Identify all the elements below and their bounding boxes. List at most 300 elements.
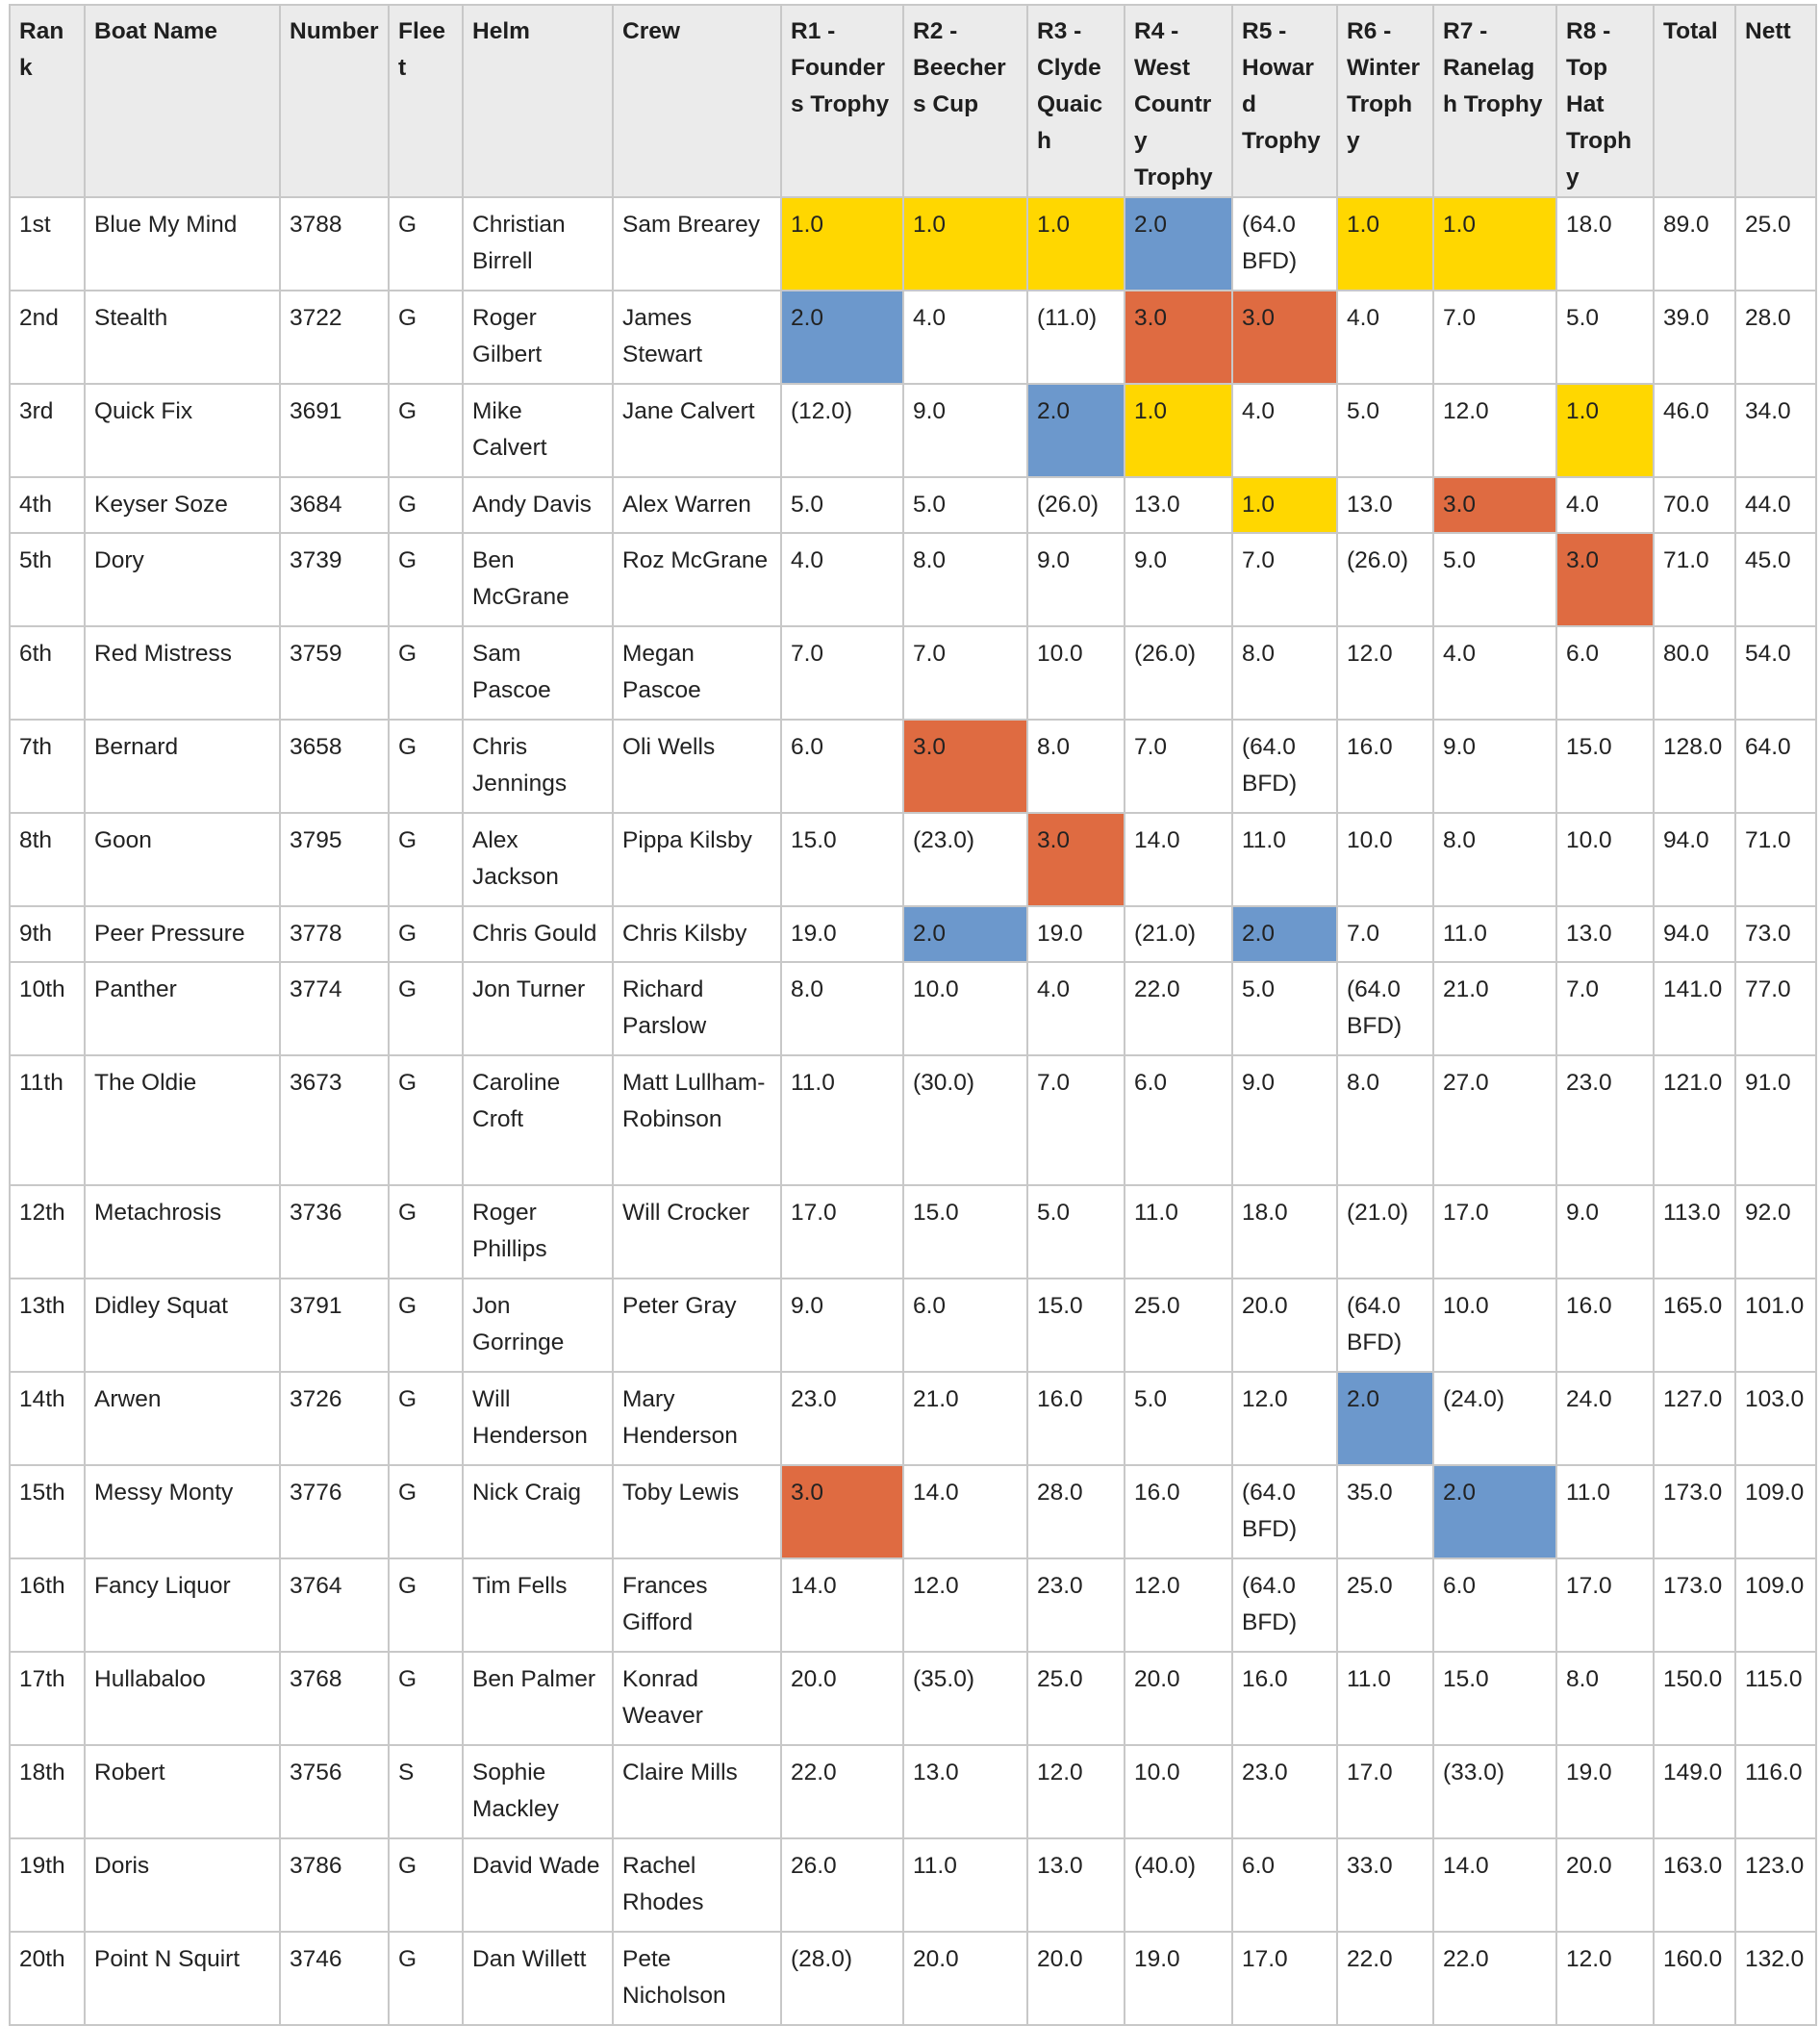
cell-r4-score: 1.0 [1125,384,1232,477]
cell-crew: Mary Henderson [613,1372,781,1465]
col-header-r6[interactable]: R6 - Winter Trophy [1337,5,1433,197]
cell-nett: 123.0 [1735,1838,1816,1932]
cell-r5-score: 7.0 [1232,533,1337,626]
cell-r2-score: 6.0 [903,1279,1027,1372]
cell-boat-name: Blue My Mind [85,197,280,291]
cell-r8-score: 9.0 [1556,1185,1654,1279]
cell-r1-score: 26.0 [781,1838,903,1932]
cell-rank: 6th [10,626,85,720]
cell-r3-score: 25.0 [1027,1652,1125,1745]
cell-r5-score: 5.0 [1232,962,1337,1055]
col-header-r4[interactable]: R4 - West Country Trophy [1125,5,1232,197]
cell-r8-score: 24.0 [1556,1372,1654,1465]
table-row [10,1465,1816,1558]
cell-r6-score: 13.0 [1337,477,1433,533]
cell-r2-score: 8.0 [903,533,1027,626]
cell-r3-score: 3.0 [1027,813,1125,906]
cell-total: 150.0 [1654,1652,1735,1745]
cell-r6-score: 25.0 [1337,1558,1433,1652]
cell-r4-score: 19.0 [1125,1932,1232,2025]
cell-r7-score: 12.0 [1433,384,1556,477]
cell-r5-score: 8.0 [1232,626,1337,720]
cell-r1-score: 6.0 [781,720,903,813]
cell-boat-name: Stealth [85,291,280,384]
cell-r8-score: 7.0 [1556,962,1654,1055]
cell-crew: Rachel Rhodes [613,1838,781,1932]
cell-r1-score: 15.0 [781,813,903,906]
cell-number: 3768 [280,1652,389,1745]
cell-rank: 4th [10,477,85,533]
cell-r5-score: 18.0 [1232,1185,1337,1279]
cell-r1-score: (28.0) [781,1932,903,2025]
cell-r6-score: 35.0 [1337,1465,1433,1558]
cell-fleet: G [389,813,463,906]
cell-r6-score: (64.0 BFD) [1337,1279,1433,1372]
cell-r1-score: 20.0 [781,1652,903,1745]
cell-crew: Pete Nicholson [613,1932,781,2025]
cell-nett: 28.0 [1735,291,1816,384]
cell-r6-score: 5.0 [1337,384,1433,477]
cell-r1-score: 17.0 [781,1185,903,1279]
cell-r1-score: 7.0 [781,626,903,720]
cell-nett: 91.0 [1735,1055,1816,1185]
cell-r8-score: 16.0 [1556,1279,1654,1372]
cell-r1-score: 9.0 [781,1279,903,1372]
cell-fleet: G [389,962,463,1055]
cell-r7-score: (24.0) [1433,1372,1556,1465]
col-header-r2[interactable]: R2 - Beechers Cup [903,5,1027,197]
cell-rank: 13th [10,1279,85,1372]
cell-crew: Megan Pascoe [613,626,781,720]
cell-fleet: G [389,1838,463,1932]
cell-boat-name: Panther [85,962,280,1055]
cell-helm: Roger Gilbert [463,291,613,384]
cell-r6-score: 33.0 [1337,1838,1433,1932]
cell-r7-score: 21.0 [1433,962,1556,1055]
cell-r3-score: 1.0 [1027,197,1125,291]
cell-r5-score: (64.0 BFD) [1232,1558,1337,1652]
cell-r4-score: 13.0 [1125,477,1232,533]
cell-r6-score: 7.0 [1337,906,1433,962]
cell-r5-score: (64.0 BFD) [1232,197,1337,291]
cell-r1-score: 1.0 [781,197,903,291]
cell-nett: 115.0 [1735,1652,1816,1745]
cell-r7-score: 8.0 [1433,813,1556,906]
cell-r2-score: 21.0 [903,1372,1027,1465]
cell-fleet: G [389,1465,463,1558]
cell-r7-score: 4.0 [1433,626,1556,720]
cell-r8-score: 18.0 [1556,197,1654,291]
cell-r3-score: 5.0 [1027,1185,1125,1279]
cell-r7-score: 14.0 [1433,1838,1556,1932]
cell-fleet: G [389,1932,463,2025]
cell-r7-score: 1.0 [1433,197,1556,291]
cell-r8-score: 17.0 [1556,1558,1654,1652]
cell-total: 141.0 [1654,962,1735,1055]
cell-r4-score: 10.0 [1125,1745,1232,1838]
cell-total: 46.0 [1654,384,1735,477]
cell-crew: Roz McGrane [613,533,781,626]
col-header-r7[interactable]: R7 - Ranelagh Trophy [1433,5,1556,197]
cell-crew: Alex Warren [613,477,781,533]
cell-r5-score: 4.0 [1232,384,1337,477]
cell-boat-name: Goon [85,813,280,906]
cell-r7-score: 2.0 [1433,1465,1556,1558]
cell-r2-score: 4.0 [903,291,1027,384]
cell-number: 3726 [280,1372,389,1465]
cell-number: 3684 [280,477,389,533]
cell-helm: Dan Willett [463,1932,613,2025]
cell-nett: 54.0 [1735,626,1816,720]
table-row [10,291,1816,384]
cell-rank: 2nd [10,291,85,384]
cell-fleet: G [389,720,463,813]
col-header-r5[interactable]: R5 - Howard Trophy [1232,5,1337,197]
cell-r8-score: 4.0 [1556,477,1654,533]
cell-helm: Chris Jennings [463,720,613,813]
cell-number: 3764 [280,1558,389,1652]
col-header-rank[interactable]: Rank [10,5,85,197]
cell-r3-score: (26.0) [1027,477,1125,533]
col-header-boat-name[interactable]: Boat Name [85,5,280,197]
cell-boat-name: The Oldie [85,1055,280,1185]
cell-crew: Toby Lewis [613,1465,781,1558]
cell-r1-score: 22.0 [781,1745,903,1838]
cell-boat-name: Bernard [85,720,280,813]
cell-rank: 16th [10,1558,85,1652]
cell-r4-score: (40.0) [1125,1838,1232,1932]
cell-nett: 45.0 [1735,533,1816,626]
cell-r7-score: 22.0 [1433,1932,1556,2025]
cell-fleet: G [389,477,463,533]
cell-total: 149.0 [1654,1745,1735,1838]
cell-nett: 71.0 [1735,813,1816,906]
cell-fleet: G [389,1055,463,1185]
cell-number: 3736 [280,1185,389,1279]
table-row [10,626,1816,720]
cell-r5-score: 20.0 [1232,1279,1337,1372]
cell-total: 121.0 [1654,1055,1735,1185]
cell-crew: James Stewart [613,291,781,384]
col-header-nett[interactable]: Nett [1735,5,1816,197]
cell-total: 94.0 [1654,813,1735,906]
cell-helm: Christian Birrell [463,197,613,291]
cell-nett: 116.0 [1735,1745,1816,1838]
cell-helm: Jon Gorringe [463,1279,613,1372]
cell-total: 173.0 [1654,1465,1735,1558]
cell-r8-score: 20.0 [1556,1838,1654,1932]
cell-r2-score: (30.0) [903,1055,1027,1185]
cell-crew: Konrad Weaver [613,1652,781,1745]
cell-helm: David Wade [463,1838,613,1932]
cell-boat-name: Peer Pressure [85,906,280,962]
cell-boat-name: Quick Fix [85,384,280,477]
cell-nett: 44.0 [1735,477,1816,533]
cell-fleet: G [389,533,463,626]
cell-r2-score: 20.0 [903,1932,1027,2025]
cell-r3-score: 28.0 [1027,1465,1125,1558]
table-row [10,533,1816,626]
cell-r6-score: 10.0 [1337,813,1433,906]
cell-helm: Jon Turner [463,962,613,1055]
col-header-r8[interactable]: R8 - Top Hat Trophy [1556,5,1654,197]
cell-crew: Claire Mills [613,1745,781,1838]
cell-r1-score: 19.0 [781,906,903,962]
cell-r4-score: 5.0 [1125,1372,1232,1465]
cell-rank: 1st [10,197,85,291]
cell-r2-score: 15.0 [903,1185,1027,1279]
cell-crew: Richard Parslow [613,962,781,1055]
cell-r2-score: 14.0 [903,1465,1027,1558]
cell-r6-score: 1.0 [1337,197,1433,291]
cell-nett: 109.0 [1735,1465,1816,1558]
cell-r8-score: 5.0 [1556,291,1654,384]
cell-r4-score: (21.0) [1125,906,1232,962]
cell-rank: 14th [10,1372,85,1465]
cell-r6-score: (26.0) [1337,533,1433,626]
cell-r4-score: 25.0 [1125,1279,1232,1372]
table-row [10,1745,1816,1838]
table-row [10,720,1816,813]
cell-fleet: G [389,1279,463,1372]
cell-boat-name: Metachrosis [85,1185,280,1279]
cell-boat-name: Messy Monty [85,1465,280,1558]
cell-r6-score: 17.0 [1337,1745,1433,1838]
cell-r2-score: (35.0) [903,1652,1027,1745]
cell-r6-score: 22.0 [1337,1932,1433,2025]
cell-r8-score: 6.0 [1556,626,1654,720]
cell-r3-score: 16.0 [1027,1372,1125,1465]
cell-r3-score: 10.0 [1027,626,1125,720]
cell-r5-score: 17.0 [1232,1932,1337,2025]
cell-number: 3786 [280,1838,389,1932]
cell-r3-score: 23.0 [1027,1558,1125,1652]
cell-r8-score: 23.0 [1556,1055,1654,1185]
cell-rank: 17th [10,1652,85,1745]
cell-total: 113.0 [1654,1185,1735,1279]
cell-r1-score: 11.0 [781,1055,903,1185]
table-row [10,813,1816,906]
cell-r4-score: 2.0 [1125,197,1232,291]
cell-r5-score: 2.0 [1232,906,1337,962]
cell-r7-score: 15.0 [1433,1652,1556,1745]
cell-r7-score: 11.0 [1433,906,1556,962]
cell-nett: 34.0 [1735,384,1816,477]
table-row [10,1185,1816,1279]
cell-r2-score: 7.0 [903,626,1027,720]
cell-r5-score: 3.0 [1232,291,1337,384]
cell-r2-score: 5.0 [903,477,1027,533]
cell-r7-score: (33.0) [1433,1745,1556,1838]
cell-r1-score: 5.0 [781,477,903,533]
cell-boat-name: Doris [85,1838,280,1932]
cell-r6-score: 12.0 [1337,626,1433,720]
cell-fleet: G [389,1185,463,1279]
col-header-helm[interactable]: Helm [463,5,613,197]
cell-total: 80.0 [1654,626,1735,720]
cell-crew: Oli Wells [613,720,781,813]
cell-r7-score: 10.0 [1433,1279,1556,1372]
table-row [10,1372,1816,1465]
cell-helm: Ben Palmer [463,1652,613,1745]
cell-r4-score: 22.0 [1125,962,1232,1055]
cell-boat-name: Fancy Liquor [85,1558,280,1652]
table-row [10,1932,1816,2025]
cell-total: 39.0 [1654,291,1735,384]
col-header-r1[interactable]: R1 - Founders Trophy [781,5,903,197]
cell-r5-score: 1.0 [1232,477,1337,533]
table-row [10,1652,1816,1745]
cell-r4-score: (26.0) [1125,626,1232,720]
cell-r5-score: 9.0 [1232,1055,1337,1185]
cell-r5-score: 6.0 [1232,1838,1337,1932]
cell-fleet: G [389,906,463,962]
cell-crew: Frances Gifford [613,1558,781,1652]
cell-r3-score: 19.0 [1027,906,1125,962]
cell-total: 173.0 [1654,1558,1735,1652]
cell-total: 71.0 [1654,533,1735,626]
cell-crew: Matt Lullham-Robinson [613,1055,781,1185]
cell-r7-score: 6.0 [1433,1558,1556,1652]
table-row [10,477,1816,533]
cell-r3-score: 15.0 [1027,1279,1125,1372]
table-row [10,384,1816,477]
cell-r5-score: 11.0 [1232,813,1337,906]
cell-r8-score: 19.0 [1556,1745,1654,1838]
cell-r1-score: (12.0) [781,384,903,477]
cell-helm: Sophie Mackley [463,1745,613,1838]
cell-rank: 10th [10,962,85,1055]
cell-r3-score: 2.0 [1027,384,1125,477]
cell-r1-score: 4.0 [781,533,903,626]
cell-fleet: G [389,626,463,720]
cell-number: 3759 [280,626,389,720]
cell-r8-score: 11.0 [1556,1465,1654,1558]
cell-r2-score: 12.0 [903,1558,1027,1652]
cell-r3-score: 12.0 [1027,1745,1125,1838]
cell-r2-score: 13.0 [903,1745,1027,1838]
cell-crew: Pippa Kilsby [613,813,781,906]
cell-nett: 77.0 [1735,962,1816,1055]
cell-fleet: S [389,1745,463,1838]
table-row [10,962,1816,1055]
cell-fleet: G [389,197,463,291]
col-header-r3[interactable]: R3 - Clyde Quaich [1027,5,1125,197]
col-header-fleet[interactable]: Fleet [389,5,463,197]
cell-helm: Alex Jackson [463,813,613,906]
cell-r8-score: 10.0 [1556,813,1654,906]
cell-r3-score: (11.0) [1027,291,1125,384]
cell-r5-score: (64.0 BFD) [1232,720,1337,813]
cell-rank: 12th [10,1185,85,1279]
cell-helm: Ben McGrane [463,533,613,626]
cell-helm: Sam Pascoe [463,626,613,720]
cell-total: 160.0 [1654,1932,1735,2025]
cell-total: 163.0 [1654,1838,1735,1932]
cell-total: 89.0 [1654,197,1735,291]
cell-r7-score: 9.0 [1433,720,1556,813]
cell-number: 3722 [280,291,389,384]
cell-r4-score: 3.0 [1125,291,1232,384]
cell-number: 3756 [280,1745,389,1838]
cell-nett: 101.0 [1735,1279,1816,1372]
cell-r8-score: 12.0 [1556,1932,1654,2025]
cell-r6-score: (64.0 BFD) [1337,962,1433,1055]
cell-r3-score: 4.0 [1027,962,1125,1055]
cell-fleet: G [389,1652,463,1745]
header-row [10,5,1816,197]
cell-rank: 8th [10,813,85,906]
cell-number: 3778 [280,906,389,962]
cell-number: 3658 [280,720,389,813]
cell-r4-score: 14.0 [1125,813,1232,906]
cell-helm: Chris Gould [463,906,613,962]
cell-r4-score: 12.0 [1125,1558,1232,1652]
cell-rank: 15th [10,1465,85,1558]
cell-fleet: G [389,1372,463,1465]
cell-r1-score: 3.0 [781,1465,903,1558]
cell-r4-score: 6.0 [1125,1055,1232,1185]
cell-nett: 109.0 [1735,1558,1816,1652]
cell-number: 3691 [280,384,389,477]
cell-r2-score: 11.0 [903,1838,1027,1932]
table-row [10,197,1816,291]
cell-number: 3739 [280,533,389,626]
cell-number: 3673 [280,1055,389,1185]
col-header-total[interactable]: Total [1654,5,1735,197]
cell-total: 70.0 [1654,477,1735,533]
cell-r6-score: 16.0 [1337,720,1433,813]
cell-boat-name: Hullabaloo [85,1652,280,1745]
cell-crew: Chris Kilsby [613,906,781,962]
cell-r4-score: 11.0 [1125,1185,1232,1279]
cell-r1-score: 14.0 [781,1558,903,1652]
cell-crew: Will Crocker [613,1185,781,1279]
cell-r3-score: 20.0 [1027,1932,1125,2025]
cell-nett: 25.0 [1735,197,1816,291]
cell-r3-score: 13.0 [1027,1838,1125,1932]
cell-number: 3774 [280,962,389,1055]
cell-r4-score: 20.0 [1125,1652,1232,1745]
cell-number: 3776 [280,1465,389,1558]
cell-nett: 64.0 [1735,720,1816,813]
cell-r6-score: 8.0 [1337,1055,1433,1185]
cell-total: 94.0 [1654,906,1735,962]
cell-r8-score: 3.0 [1556,533,1654,626]
cell-r3-score: 7.0 [1027,1055,1125,1185]
cell-r2-score: 2.0 [903,906,1027,962]
cell-r2-score: 1.0 [903,197,1027,291]
cell-helm: Will Henderson [463,1372,613,1465]
col-header-number[interactable]: Number [280,5,389,197]
cell-r5-score: 12.0 [1232,1372,1337,1465]
table-row [10,1055,1816,1185]
cell-r6-score: 11.0 [1337,1652,1433,1745]
cell-fleet: G [389,1558,463,1652]
cell-r5-score: 23.0 [1232,1745,1337,1838]
col-header-crew[interactable]: Crew [613,5,781,197]
cell-rank: 20th [10,1932,85,2025]
cell-nett: 92.0 [1735,1185,1816,1279]
cell-crew: Peter Gray [613,1279,781,1372]
cell-r8-score: 8.0 [1556,1652,1654,1745]
cell-nett: 73.0 [1735,906,1816,962]
cell-boat-name: Robert [85,1745,280,1838]
cell-r5-score: 16.0 [1232,1652,1337,1745]
cell-boat-name: Red Mistress [85,626,280,720]
results-body [10,197,1816,2025]
cell-r2-score: (23.0) [903,813,1027,906]
